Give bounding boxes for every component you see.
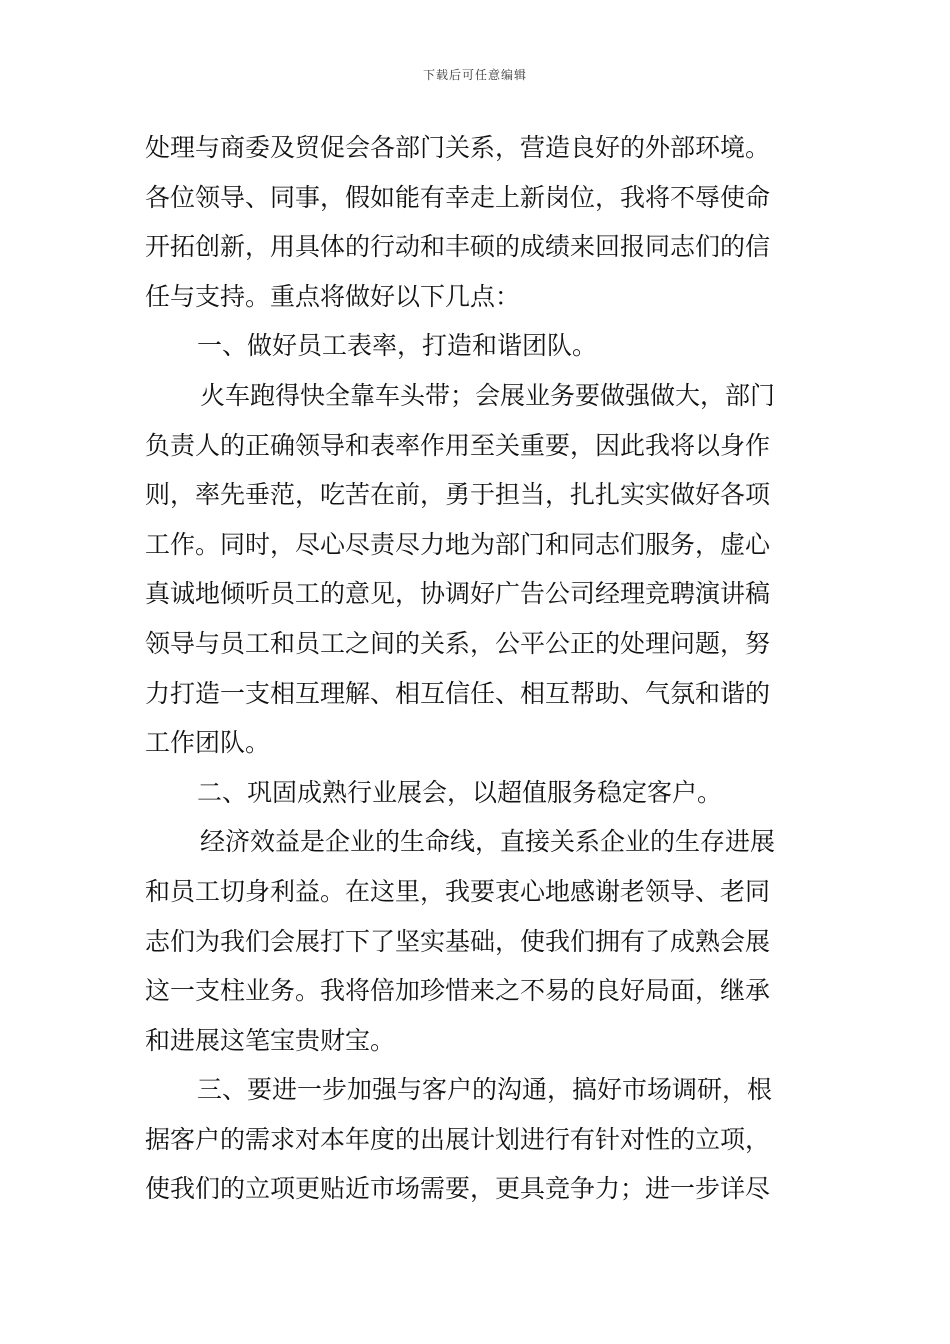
section-heading-3: 三、要进一步加强与客户的沟通，搞好市场调研，根 xyxy=(197,1075,773,1105)
text-line: 这一支柱业务。我将倍加珍惜来之不易的良好局面，继承 xyxy=(145,976,771,1006)
text-line: 各位领导、同事，假如能有幸走上新岗位，我将不辱使命 xyxy=(145,182,771,212)
section-heading-2: 二、巩固成熟行业展会，以超值服务稳定客户。 xyxy=(197,777,723,807)
text-line: 领导与员工和员工之间的关系，公平公正的处理问题，努 xyxy=(145,628,771,658)
text-line: 力打造一支相互理解、相互信任、相互帮助、气氛和谐的 xyxy=(145,678,771,708)
page-header-note: 下载后可任意编辑 xyxy=(422,68,527,82)
text-line: 真诚地倾听员工的意见，协调好广告公司经理竞聘演讲稿 xyxy=(145,579,771,609)
text-line: 工作。同时，尽心尽责尽力地为部门和同志们服务，虚心 xyxy=(145,529,771,559)
text-line: 则，率先垂范，吃苦在前，勇于担当，扎扎实实做好各项 xyxy=(145,480,771,510)
text-line: 处理与商委及贸促会各部门关系，营造良好的外部环境。 xyxy=(145,133,771,162)
text-line: 开拓创新，用具体的行动和丰硕的成绩来回报同志们的信 xyxy=(145,232,771,262)
text-line: 据客户的需求对本年度的出展计划进行有针对性的立项， xyxy=(145,1124,771,1154)
text-line: 任与支持。重点将做好以下几点： xyxy=(145,281,521,311)
text-line: 和进展这笔宝贵财宝。 xyxy=(145,1025,396,1055)
text-line: 和员工切身利益。在这里，我要衷心地感谢老领导、老同 xyxy=(145,876,771,906)
text-line: 志们为我们会展打下了坚实基础，使我们拥有了成熟会展 xyxy=(145,926,771,956)
section-heading-1: 一、做好员工表率，打造和谐团队。 xyxy=(197,331,598,361)
text-line: 火车跑得快全靠车头带；会展业务要做强做大，部门 xyxy=(200,380,776,410)
text-line: 使我们的立项更贴近市场需要，更具竞争力；进一步详尽 xyxy=(145,1174,771,1204)
text-line: 经济效益是企业的生命线，直接关系企业的生存进展 xyxy=(200,827,776,857)
document-body xyxy=(145,128,810,1219)
text-line: 负责人的正确领导和表率作用至关重要，因此我将以身作 xyxy=(145,430,771,460)
text-line: 工作团队。 xyxy=(145,728,271,758)
